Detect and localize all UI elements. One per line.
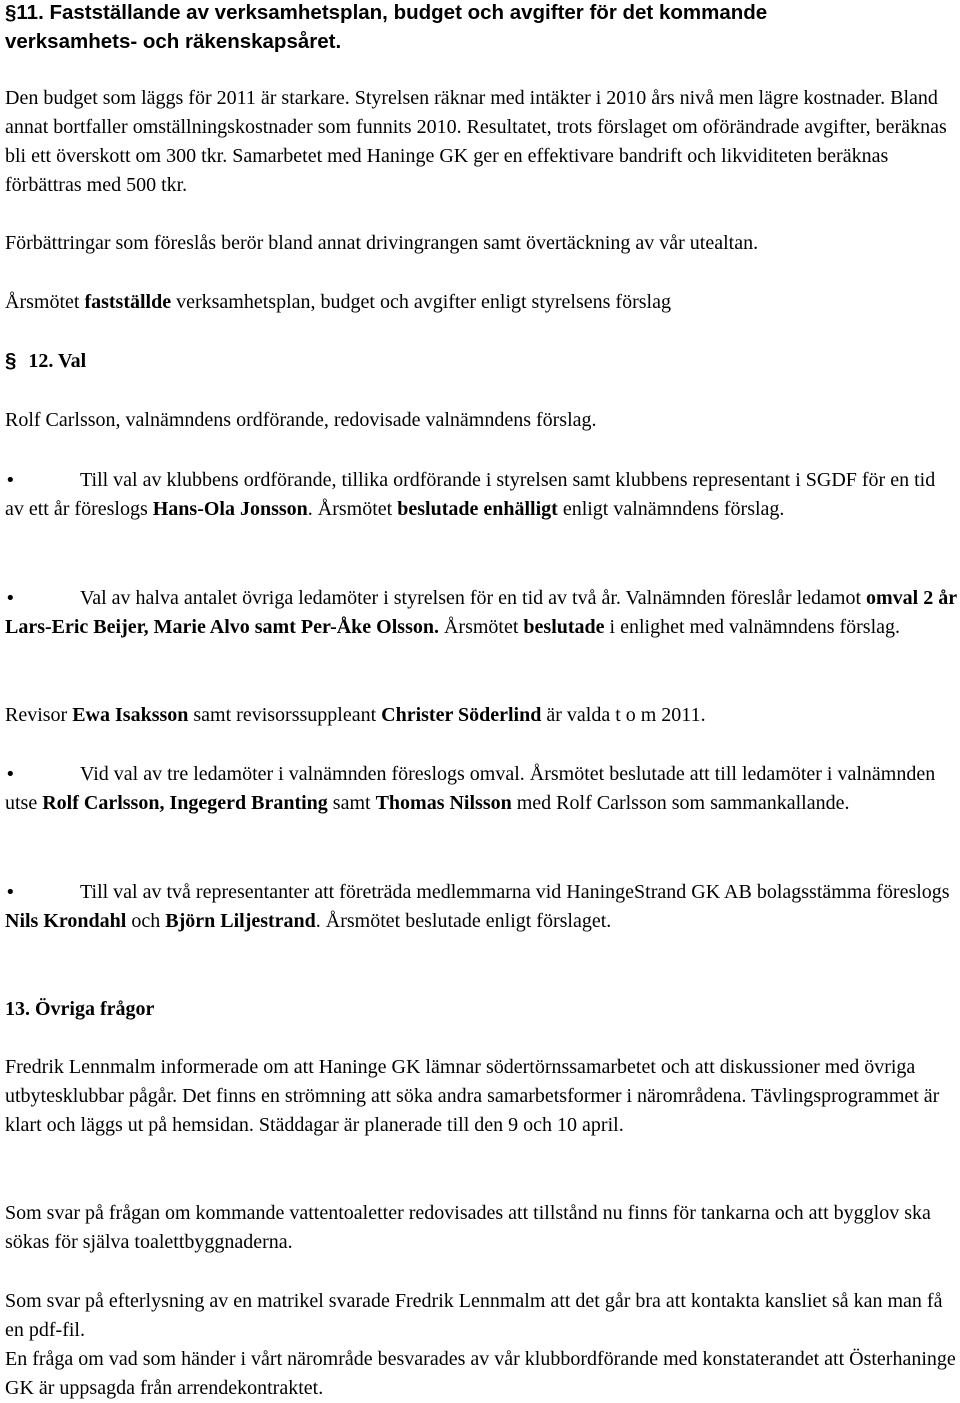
section-11-heading: §11. Fastställande av verksamhetsplan, budget och avgifter för det kommande verksamhets- och räkenskapsåret. [5, 0, 958, 56]
section-13-heading: 13. Övriga frågor [5, 998, 155, 1020]
bullet: • [5, 470, 16, 491]
section-11-decision: Årsmötet fastställde verksamhetsplan, budget och avgifter enligt styrelsens förslag [5, 291, 671, 313]
bullet: • [5, 588, 16, 609]
section-13-paragraph-neighbourhood: En fråga om vad som händer i vårt närområde besvarades av vår klubbordförande med konstaterandet att Österhaninge GK är uppsagda från arrendekontraktet. [5, 1348, 956, 1399]
section-11-paragraph-budget: Den budget som läggs för 2011 är starkare. Styrelsen räknar med intäkter i 2010 års nivå men lägre kostnader. Bland annat bortfaller omställningskostnader som funnits 2010. Resultatet, trots förslaget om oförändrade avgifter, beräknas bli ett överskott om 300 tkr. Samarbetet med Haninge GK ger en effektivare bandrift och likviditeten beräknas förbättras med 500 tkr. [5, 87, 947, 196]
section-13-paragraph-cooperation: Fredrik Lennmalm informerade om att Haninge GK lämnar södertörnssamarbetet och att diskussioner med övriga utbytesklubbar pågår. Det finns en strömning att söka andra samarbetsformer i närområdena. Tävlingsprogrammet är klart och läggs ut på hemsidan. Städdagar är planerade till den 9 och 10 april. [5, 1056, 940, 1136]
election-item-representatives: • Till val av två representanter att företräda medlemmarna vid HaningeStrand GK AB bolagsstämma föreslogs Nils Krondahl och Björn Liljestrand. Årsmötet beslutade enligt förslaget. [5, 878, 958, 936]
section-sign: § [5, 349, 17, 372]
section-11-paragraph-improvements: Förbättringar som föreslås berör bland annat drivingrangen samt övertäckning av vår utealtan. [5, 232, 759, 254]
section-sign: § [5, 1, 17, 24]
section-13-paragraph-register: Som svar på efterlysning av en matrikel svarade Fredrik Lennmalm att det går bra att kontakta kansliet så kan man få en pdf-fil. [5, 1290, 943, 1341]
bullet: • [5, 764, 16, 785]
section-12-heading: § 12. Val [5, 346, 958, 376]
section-12-intro: Rolf Carlsson, valnämndens ordförande, redovisade valnämndens förslag. [5, 409, 597, 431]
election-item-board-members: • Val av halva antalet övriga ledamöter i styrelsen för en tid av två år. Valnämnden föreslår ledamot omval 2 år Lars-Eric Beijer, Marie Alvo samt Per-Åke Olsson. Årsmötet beslutade i enlighet med valnämndens förslag. [5, 584, 958, 642]
section-13-paragraph-toilets: Som svar på frågan om kommande vattentoaletter redovisades att tillstånd nu finns för tankarna och att bygglov ska sökas för själva toalettbyggnaderna. [5, 1202, 931, 1253]
election-item-nomination-committee: • Vid val av tre ledamöter i valnämnden föreslogs omval. Årsmötet beslutade att till ledamöter i valnämnden utse Rolf Carlsson, Ingegerd Branting samt Thomas Nilsson med Rolf Carlsson som sammankallande. [5, 760, 958, 818]
bullet: • [5, 882, 16, 903]
election-item-auditor: Revisor Ewa Isaksson samt revisorssuppleant Christer Söderlind är valda t o m 2011. [5, 704, 706, 726]
election-item-chairman: • Till val av klubbens ordförande, tillika ordförande i styrelsen samt klubbens representant i SGDF för en tid av ett år föreslogs Hans-Ola Jonsson. Årsmötet beslutade enhälligt enligt valnämndens förslag. [5, 466, 958, 524]
